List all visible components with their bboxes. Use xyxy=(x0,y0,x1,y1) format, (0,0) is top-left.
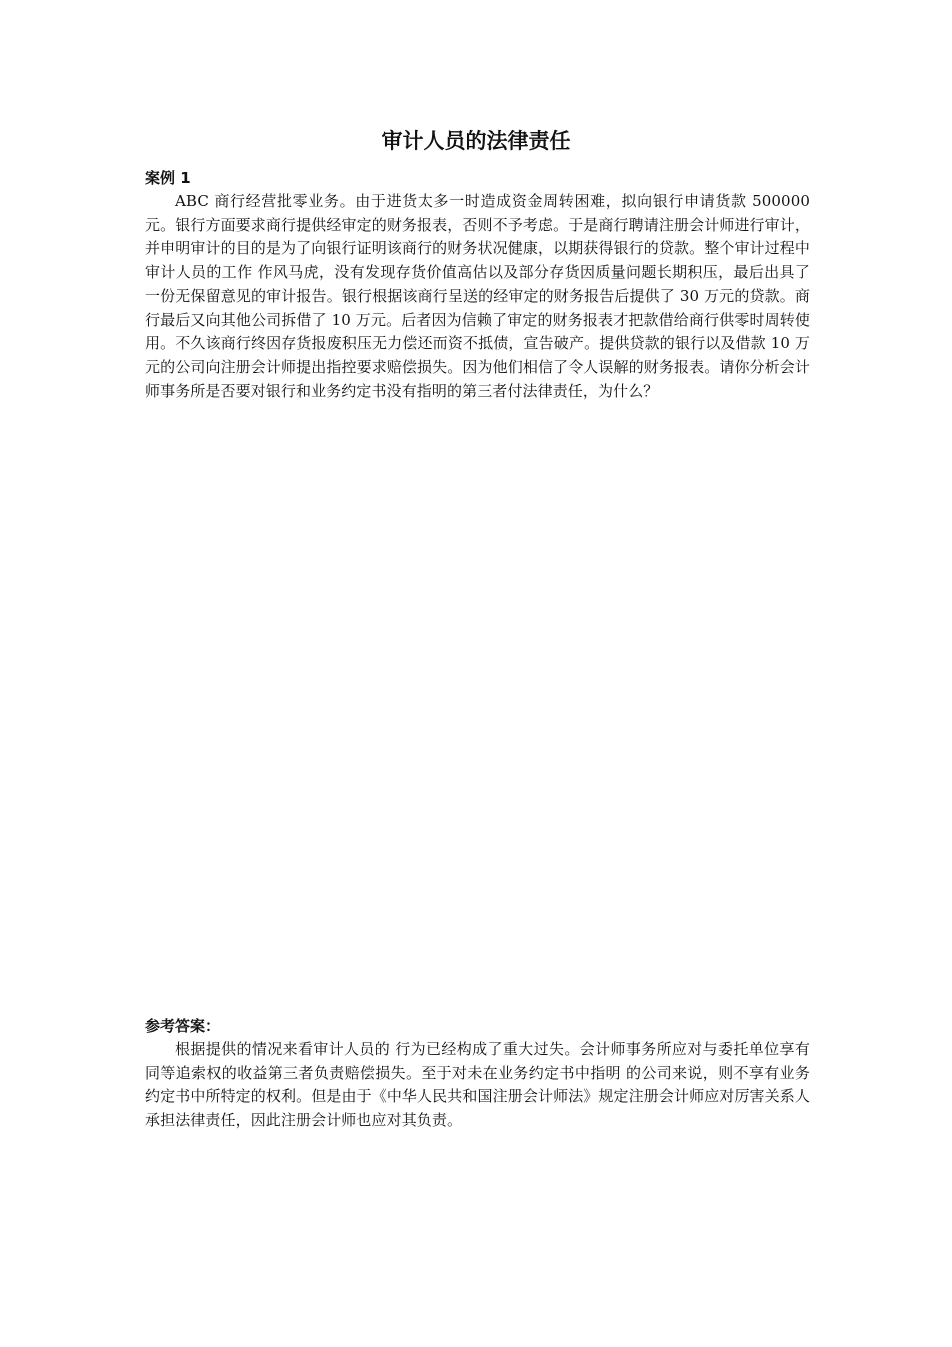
answer-body-paragraph: 根据提供的情况来看审计人员的 行为已经构成了重大过失。会计师事务所应对与委托单位享有同等追索权的收益第三者负责赔偿损失。至于对未在业务约定书中指明 的公司来说，则不享有业务约定书中所特定的权利。但是由于《中华人民共和国注册会计师法》规定注册会计师应对厉害关系人承担法律责任，因此注册会计师也应对其负责。 xyxy=(145,1040,810,1130)
answer-heading: 参考答案： xyxy=(145,1017,221,1035)
case-heading: 案例 1 xyxy=(145,169,191,187)
page-title: 审计人员的法律责任 xyxy=(381,129,571,153)
case-body-paragraph: ABC 商行经营批零业务。由于进货太多一时造成资金周转困难，拟向银行申请货款 500000 元。银行方面要求商行提供经审定的财务报表，否则不予考虑。于是商行聘请注册会计师进行审计，并申明审计的目的是为了向银行证明该商行的财务状况健康，以期获得银行的贷款。整个审计过程中审计人员的工作 作风马虎，没有发现存货价值高估以及部分存货因质量问题长期积压，最后出具了一份无保留意见的审计报告。银行根据该商行呈送的经审定的财务报告后提供了 30 万元的贷款。商行最后又向其他公司拆借了 10 万元。后者因为信赖了审定的财务报表才把款借给商行供零时周转使用。不久该商行终因存货报废积压无力偿还而资不抵债，宣告破产。提供贷款的银行以及借款 10 万元的公司向注册会计师提出指控要求赔偿损失。因为他们相信了令人误解的财务报表。请你分析会计师事务所是否要对银行和业务约定书没有指明的第三者付法律责任，为什么？ xyxy=(145,192,810,400)
case-section xyxy=(145,166,810,403)
answer-section xyxy=(145,1014,810,1133)
